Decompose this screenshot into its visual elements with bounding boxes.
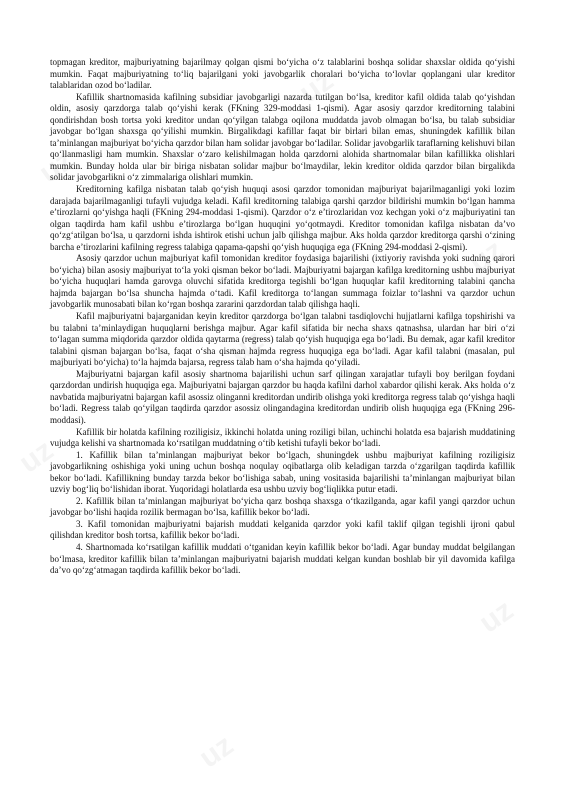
numbered-paragraph: 3. Kafil tomonidan majburiyatni bajarish muddati kelganida qarzdor yoki kafil taklif qilgan tegishli ijroni qabul qilishdan kreditor bosh tortsa, kafillik bekor bo‘ladi. bbox=[50, 518, 515, 541]
paragraph: Kafillik shartnomasida kafilning subsidiar javobgarligi nazarda tutilgan bo‘lsa, kreditor kafil oldida talab qo‘yishdan oldin, asosiy qarzdorga talab qo‘yishi kerak (FKning 329-moddasi 1-qismi). Agar asosiy qarzdor kreditorning talabini qondirishdan bosh tortsa yoki kreditor undan qo‘yilgan talabga oqilona muddatda javob olmagan bo‘lsa, bu talab subsidiar javobgar bo‘lgan shaxsga qo‘yilishi mumkin. Birgalikdagi kafillar faqat bir birlari bilan emas, shuningdek kafillik bilan ta’minlangan majburiyat bo‘yicha qarzdor bilan ham solidar javobgar bo‘ladilar. Solidar javobgarlik taraflarning kelishuvi bilan qo‘llanmasligi ham mumkin. Shaxslar o‘zaro kelishilmagan holda qarzdorni alohida shartnomalar bilan kafillikka olishlari mumkin. Bunday holda ular bir biriga nisbatan solidar majbur bo‘lmaydilar, lekin kreditor oldida qarzdor bilan birgalikda solidar javobgarlikni o‘z zimmalariga olishlari mumkin. bbox=[50, 91, 515, 183]
numbered-paragraph: 1. Kafillik bilan ta’minlangan majburiyat bekor bo‘lgach, shuningdek ushbu majburiyat kafilning roziligisiz javobgarlikning oshishiga yoki uning uchun boshqa noqulay oqibatlarga olib keladigan tarzda o‘zgarilgan taqdirda kafillik bekor bo‘ladi. Kafillikning bunday tarzda bekor bo‘lishiga sabab, uning vositasida bajarilishi ta’minlangan majburiyat bilan uzviy bog‘liq bo‘lishidan iborat. Yuqoridagi holatlarda esa ushbu uzviy bog‘liqlikka putur etadi. bbox=[50, 449, 515, 495]
numbered-paragraph: 2. Kafillik bilan ta’minlangan majburiyat bo‘yicha qarz boshqa shaxsga o‘tkazilganda, agar kafil yangi qarzdor uchun javobgar bo‘lishi haqida rozilik bermagan bo‘lsa, kafillik bekor bo‘ladi. bbox=[50, 495, 515, 518]
paragraph: Asosiy qarzdor uchun majburiyat kafil tomonidan kreditor foydasiga bajarilishi (ixtiyoriy ravishda yoki sudning qarori bo‘yicha) bilan asosiy majburiyat to‘la yoki qisman bekor bo‘ladi. Majburiyatni bajargan kafilga kreditorning ushbu majburiyat bo‘yicha huquqlari hamda garovga oluvchi sifatida kreditorga tegishli bo‘lgan huquqlar kafil kreditorning talabini qancha hajmda bajargan bo‘lsa shuncha hajmda o‘tadi. Kafil kreditorga to‘langan summaga foizlar to‘lashni va qarzdor uchun javobgarlik munosabati bilan ko‘rgan boshqa zararini qarzdordan talab qilishga haqli. bbox=[50, 253, 515, 310]
document-page bbox=[50, 57, 515, 577]
paragraph: Kafillik bir holatda kafilning roziligisiz, ikkinchi holatda uning roziligi bilan, uchinchi holatda esa bajarish muddatining vujudga kelishi va shartnomada ko‘rsatilgan muddatning o‘tib ketishi tufayli bekor bo‘ladi. bbox=[50, 426, 515, 449]
paragraph-continuation: topmagan kreditor, majburiyatning bajarilmay qolgan qismi bo‘yicha o‘z talablarini boshqa solidar shaxslar oldida qo‘yishi mumkin. Faqat majburiyatning to‘liq bajarilgani yoki javobgarlik choralari bo‘yicha to‘lovlar qoplangani ular kreditor talablaridan ozod bo‘ladilar. bbox=[50, 57, 515, 91]
paragraph: Kafil majburiyatni bajarganidan keyin kreditor qarzdorga bo‘lgan talabni tasdiqlovchi hujjatlarni kafilga topshirishi va bu talabni ta’minlaydigan huquqlarni berishga majbur. Agar kafil sifatida bir necha shaxs qatnashsa, ulardan har biri o‘zi to‘lagan summa miqdorida qarzdor oldida qaytarma (regress) talab qo‘yish huquqiga ega bo‘ladi. Bu demak, agar kafil kreditor talabini qisman bajargan bo‘lsa, faqat o‘sha qisman hajmda regress huquqiga ega bo‘ladi. Agar kafil talabni (masalan, pul majburiyati bo‘yicha) to‘la hajmda bajarsa, regress talab ham o‘sha hajmda qo‘yiladi. bbox=[50, 311, 515, 368]
paragraph: Majburiyatni bajargan kafil asosiy shartnoma bajarilishi uchun sarf qilingan xarajatlar tufayli boy berilgan foydani qarzdordan undirish huquqiga ega. Majburiyatni bajargan qarzdor bu haqda kafilni darhol xabardor qilishi kerak. Aks holda o‘z navbatida majburiyatni bajargan kafil asossiz olinganni kreditordan undirib olishga yoki kreditorga regress talab qo‘yishga haqli bo‘ladi. Regress talab qo‘yilgan taqdirda qarzdor asossiz olingandagina kreditordan undirib olish huquqiga ega (FKning 296-moddasi). bbox=[50, 368, 515, 425]
watermark bbox=[473, 594, 520, 641]
paragraph: Kreditorning kafilga nisbatan talab qo‘yish huquqi asosi qarzdor tomonidan majburiyat bajarilmaganligi yoki lozim darajada bajarilmaganligi tufayli vujudga keladi. Kafil kreditorning talabiga qarshi qarzdor bildirishi mumkin bo‘lgan hamma e’tirozlarni qo‘yishga haqli (FKning 294-moddasi 1-qismi). Qarzdor o‘z e’tirozlaridan voz kechgan yoki o‘z majburiyatini tan olgan taqdirda ham kafil ushbu e’tirozlarga bo‘lgan huquqini yo‘qotmaydi. Kreditor tomonidan kafilga nisbatan da’vo qo‘zg‘atilgan bo‘lsa, u qarzdorni ishda ishtirok etishi uchun jalb qilishga majbur. Aks holda qarzdor kreditorga qarshi o‘zining barcha e’tirozlarini kafilning regress talabiga qapama-qapshi qo‘yish huquqiga ega (FKning 294-moddasi 2-qismi). bbox=[50, 184, 515, 252]
numbered-paragraph: 4. Shartnomada ko‘rsatilgan kafillik muddati o‘tganidan keyin kafillik bekor bo‘ladi. Agar bunday muddat belgilangan bo‘lmasa, kreditor kafillik bilan ta’minlangan majburiyatni bajarish muddati kelgan kundan boshlab bir yil davomida kafilga da’vo qo‘zg‘atmagan taqdirda kafillik bekor bo‘ladi. bbox=[50, 541, 515, 576]
watermark bbox=[193, 729, 240, 776]
